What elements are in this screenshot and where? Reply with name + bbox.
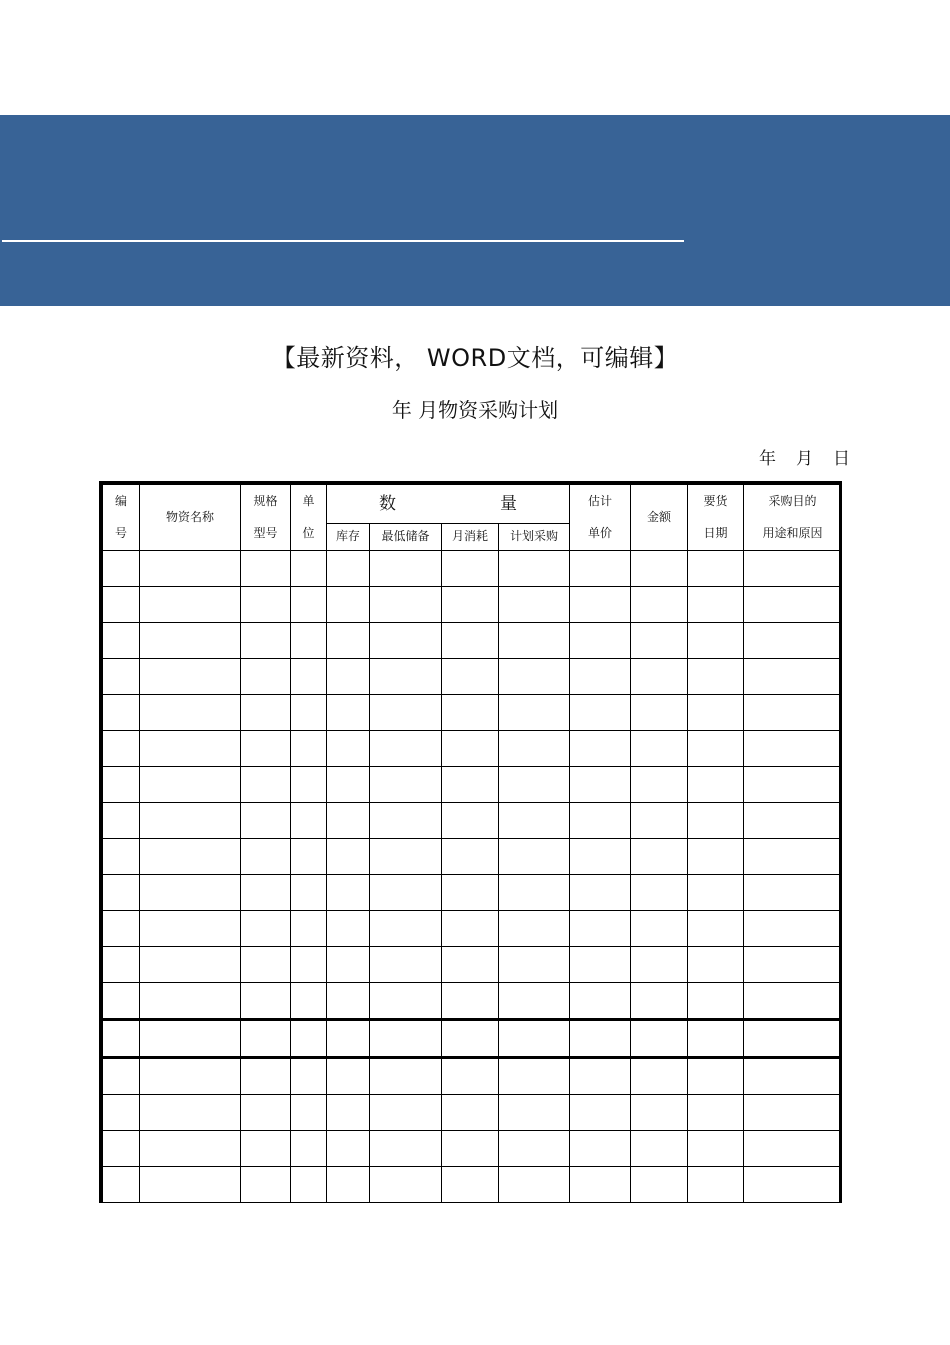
table-cell[interactable] xyxy=(688,839,744,875)
table-cell[interactable] xyxy=(140,947,241,983)
table-cell[interactable] xyxy=(370,1131,442,1167)
table-cell[interactable] xyxy=(241,551,291,587)
table-row xyxy=(103,1131,842,1167)
table-cell[interactable] xyxy=(327,587,370,623)
table-cell[interactable] xyxy=(688,1167,744,1203)
table-cell[interactable] xyxy=(744,731,842,767)
header-name: 物资名称 xyxy=(140,485,241,551)
table-row xyxy=(103,1058,842,1095)
table-row xyxy=(103,875,842,911)
table-cell[interactable] xyxy=(140,659,241,695)
table-cell[interactable] xyxy=(631,1167,688,1203)
table-cell[interactable] xyxy=(499,911,570,947)
table-cell[interactable] xyxy=(570,983,631,1020)
table-cell[interactable] xyxy=(327,803,370,839)
table-cell[interactable] xyxy=(103,1167,140,1203)
table-cell[interactable] xyxy=(570,1095,631,1131)
table-cell[interactable] xyxy=(570,911,631,947)
table-cell[interactable] xyxy=(241,587,291,623)
header-no xyxy=(103,485,140,551)
table-cell[interactable] xyxy=(499,875,570,911)
table-cell[interactable] xyxy=(103,767,140,803)
table-cell[interactable] xyxy=(140,1095,241,1131)
table-cell[interactable] xyxy=(631,1095,688,1131)
table-cell[interactable] xyxy=(442,839,499,875)
header-no-top: 编 xyxy=(114,493,127,508)
table-row xyxy=(103,1095,842,1131)
table-cell[interactable] xyxy=(140,551,241,587)
table-cell[interactable] xyxy=(499,1020,570,1058)
table-row xyxy=(103,911,842,947)
table-cell[interactable] xyxy=(103,803,140,839)
table-cell[interactable] xyxy=(744,947,842,983)
table-cell[interactable] xyxy=(442,1167,499,1203)
table-cell[interactable] xyxy=(570,731,631,767)
table-cell[interactable] xyxy=(103,983,140,1020)
table-cell[interactable] xyxy=(140,587,241,623)
table-cell[interactable] xyxy=(744,1020,842,1058)
table-cell[interactable] xyxy=(140,875,241,911)
table-row xyxy=(103,983,842,1020)
table-cell[interactable] xyxy=(241,623,291,659)
table-cell[interactable] xyxy=(570,695,631,731)
header-quantity xyxy=(327,485,570,524)
table-cell[interactable] xyxy=(688,875,744,911)
table-cell[interactable] xyxy=(370,1095,442,1131)
table-cell[interactable] xyxy=(140,623,241,659)
table-cell[interactable] xyxy=(241,983,291,1020)
table-cell[interactable] xyxy=(744,1095,842,1131)
header-spec-bottom: 型号 xyxy=(253,526,278,541)
table-cell[interactable] xyxy=(103,659,140,695)
table-cell[interactable] xyxy=(103,623,140,659)
table-cell[interactable] xyxy=(291,983,327,1020)
table-cell[interactable] xyxy=(688,1058,744,1095)
table-cell[interactable] xyxy=(744,839,842,875)
table-cell[interactable] xyxy=(103,911,140,947)
header-unit xyxy=(291,485,327,551)
table-cell[interactable] xyxy=(442,1020,499,1058)
table-body xyxy=(103,551,842,1203)
table-cell[interactable] xyxy=(688,1020,744,1058)
header-delivery-date xyxy=(688,485,744,551)
table-cell[interactable] xyxy=(570,875,631,911)
table-cell[interactable] xyxy=(103,1131,140,1167)
table-cell[interactable] xyxy=(103,875,140,911)
table-cell[interactable] xyxy=(744,1131,842,1167)
table-cell[interactable] xyxy=(241,875,291,911)
table-cell[interactable] xyxy=(327,551,370,587)
date-month: 月 xyxy=(796,449,813,469)
purchase-plan-table xyxy=(99,481,842,1203)
table-row xyxy=(103,1020,842,1058)
table-cell[interactable] xyxy=(570,659,631,695)
table-cell[interactable] xyxy=(370,875,442,911)
table-cell[interactable] xyxy=(370,803,442,839)
table-cell[interactable] xyxy=(442,803,499,839)
table-cell[interactable] xyxy=(499,587,570,623)
table-cell[interactable] xyxy=(241,839,291,875)
table-cell[interactable] xyxy=(140,767,241,803)
table-cell[interactable] xyxy=(327,1167,370,1203)
table-cell[interactable] xyxy=(241,803,291,839)
table-cell[interactable] xyxy=(688,1131,744,1167)
table-cell[interactable] xyxy=(744,1058,842,1095)
table-cell[interactable] xyxy=(744,551,842,587)
table-cell[interactable] xyxy=(442,767,499,803)
table-cell[interactable] xyxy=(327,731,370,767)
table-cell[interactable] xyxy=(327,947,370,983)
header-min-reserve: 最低储备 xyxy=(370,524,442,551)
table-cell[interactable] xyxy=(688,623,744,659)
header-price-top: 估计 xyxy=(587,493,612,508)
table-row xyxy=(103,1167,842,1203)
table-cell[interactable] xyxy=(370,839,442,875)
table-cell[interactable] xyxy=(140,1167,241,1203)
table-cell[interactable] xyxy=(631,695,688,731)
table-cell[interactable] xyxy=(688,695,744,731)
table-cell[interactable] xyxy=(241,1020,291,1058)
table-cell[interactable] xyxy=(442,695,499,731)
header-purpose-bottom: 用途和原因 xyxy=(762,526,823,541)
table-cell[interactable] xyxy=(241,947,291,983)
table-cell[interactable] xyxy=(370,1020,442,1058)
table-row xyxy=(103,659,842,695)
table-cell[interactable] xyxy=(442,551,499,587)
table-cell[interactable] xyxy=(442,587,499,623)
table-cell[interactable] xyxy=(370,983,442,1020)
table-cell[interactable] xyxy=(140,983,241,1020)
table-cell[interactable] xyxy=(631,983,688,1020)
table-cell[interactable] xyxy=(688,767,744,803)
table-cell[interactable] xyxy=(327,875,370,911)
table-cell[interactable] xyxy=(442,1131,499,1167)
table-cell[interactable] xyxy=(499,947,570,983)
table-cell[interactable] xyxy=(570,803,631,839)
table-cell[interactable] xyxy=(327,623,370,659)
table-cell[interactable] xyxy=(241,1131,291,1167)
cover-banner xyxy=(0,115,950,306)
table-cell[interactable] xyxy=(370,1058,442,1095)
header-planned-purchase: 计划采购 xyxy=(499,524,570,551)
table-cell[interactable] xyxy=(140,839,241,875)
table-cell[interactable] xyxy=(631,659,688,695)
table-cell[interactable] xyxy=(499,1167,570,1203)
table-cell[interactable] xyxy=(570,839,631,875)
header-quantity-left: 数 xyxy=(379,493,396,514)
table-cell[interactable] xyxy=(442,623,499,659)
table-cell[interactable] xyxy=(140,731,241,767)
table-cell[interactable] xyxy=(103,587,140,623)
table-cell[interactable] xyxy=(499,551,570,587)
table-cell[interactable] xyxy=(744,659,842,695)
header-stock: 库存 xyxy=(327,524,370,551)
table-cell[interactable] xyxy=(291,1020,327,1058)
table-cell[interactable] xyxy=(103,551,140,587)
date-day: 日 xyxy=(833,449,850,469)
table-cell[interactable] xyxy=(291,731,327,767)
header-no-bottom: 号 xyxy=(114,526,127,541)
table-cell[interactable] xyxy=(370,1167,442,1203)
table-row xyxy=(103,623,842,659)
table-cell[interactable] xyxy=(570,1020,631,1058)
header-date-bottom: 日期 xyxy=(703,526,728,541)
table-cell[interactable] xyxy=(442,983,499,1020)
table-cell[interactable] xyxy=(370,551,442,587)
table-cell[interactable] xyxy=(744,911,842,947)
table-cell[interactable] xyxy=(688,803,744,839)
table-cell[interactable] xyxy=(442,731,499,767)
table-cell[interactable] xyxy=(370,623,442,659)
table-cell[interactable] xyxy=(570,551,631,587)
table-cell[interactable] xyxy=(442,1095,499,1131)
table-cell[interactable] xyxy=(103,947,140,983)
table-cell[interactable] xyxy=(570,587,631,623)
table-cell[interactable] xyxy=(688,983,744,1020)
document-header: 【最新资料， WORD文档，可编辑】 xyxy=(271,344,679,372)
table-cell[interactable] xyxy=(499,803,570,839)
table-cell[interactable] xyxy=(499,839,570,875)
table-cell[interactable] xyxy=(688,587,744,623)
table-cell[interactable] xyxy=(631,767,688,803)
table-cell[interactable] xyxy=(631,551,688,587)
table-cell[interactable] xyxy=(570,1167,631,1203)
table-cell[interactable] xyxy=(327,911,370,947)
table-cell[interactable] xyxy=(140,1020,241,1058)
table-cell[interactable] xyxy=(442,659,499,695)
table-cell[interactable] xyxy=(499,1131,570,1167)
table-cell[interactable] xyxy=(631,911,688,947)
table-cell[interactable] xyxy=(327,695,370,731)
table-cell[interactable] xyxy=(291,803,327,839)
table-cell[interactable] xyxy=(140,803,241,839)
table-cell[interactable] xyxy=(241,767,291,803)
table-cell[interactable] xyxy=(291,911,327,947)
table-cell[interactable] xyxy=(688,1095,744,1131)
table-cell[interactable] xyxy=(291,767,327,803)
table-cell[interactable] xyxy=(631,947,688,983)
table-cell[interactable] xyxy=(442,911,499,947)
table-cell[interactable] xyxy=(103,695,140,731)
table-cell[interactable] xyxy=(327,1131,370,1167)
table-row xyxy=(103,803,842,839)
table-cell[interactable] xyxy=(744,587,842,623)
table-cell[interactable] xyxy=(570,1131,631,1167)
table-row xyxy=(103,731,842,767)
table-cell[interactable] xyxy=(631,875,688,911)
table-cell[interactable] xyxy=(241,1058,291,1095)
header-price xyxy=(570,485,631,551)
table-cell[interactable] xyxy=(291,1131,327,1167)
table-cell[interactable] xyxy=(631,839,688,875)
table-cell[interactable] xyxy=(241,911,291,947)
table-cell[interactable] xyxy=(327,983,370,1020)
table-cell[interactable] xyxy=(291,695,327,731)
table-cell[interactable] xyxy=(291,1058,327,1095)
table-cell[interactable] xyxy=(499,1058,570,1095)
table-cell[interactable] xyxy=(631,803,688,839)
table-cell[interactable] xyxy=(370,659,442,695)
table-cell[interactable] xyxy=(442,875,499,911)
table-cell[interactable] xyxy=(327,659,370,695)
document-title: 年 月物资采购计划 xyxy=(391,398,559,422)
table-cell[interactable] xyxy=(327,1095,370,1131)
table-cell[interactable] xyxy=(744,983,842,1020)
header-quantity-right: 量 xyxy=(500,493,517,514)
table-cell[interactable] xyxy=(327,1058,370,1095)
table-cell[interactable] xyxy=(744,623,842,659)
table-cell[interactable] xyxy=(631,731,688,767)
table-cell[interactable] xyxy=(631,1020,688,1058)
table-cell[interactable] xyxy=(499,983,570,1020)
table-cell[interactable] xyxy=(327,839,370,875)
table-cell[interactable] xyxy=(241,695,291,731)
header-monthly-use: 月消耗 xyxy=(442,524,499,551)
table-cell[interactable] xyxy=(241,659,291,695)
table-cell[interactable] xyxy=(103,1058,140,1095)
table-cell[interactable] xyxy=(291,1167,327,1203)
table-cell[interactable] xyxy=(291,587,327,623)
table-cell[interactable] xyxy=(570,947,631,983)
table-cell[interactable] xyxy=(291,875,327,911)
table-row xyxy=(103,767,842,803)
table-cell[interactable] xyxy=(103,839,140,875)
table-cell[interactable] xyxy=(370,947,442,983)
banner-divider xyxy=(2,240,684,242)
table-cell[interactable] xyxy=(570,623,631,659)
table-cell[interactable] xyxy=(499,623,570,659)
table-row xyxy=(103,839,842,875)
table-cell[interactable] xyxy=(103,1020,140,1058)
header-date-top: 要货 xyxy=(703,493,728,508)
table-cell[interactable] xyxy=(140,1058,241,1095)
table-cell[interactable] xyxy=(570,767,631,803)
table-cell[interactable] xyxy=(744,1167,842,1203)
header-purpose xyxy=(744,485,842,551)
table-cell[interactable] xyxy=(291,551,327,587)
table-row xyxy=(103,587,842,623)
header-unit-top: 单 xyxy=(302,493,315,508)
table-cell[interactable] xyxy=(291,623,327,659)
table-cell[interactable] xyxy=(327,1020,370,1058)
table-cell[interactable] xyxy=(688,731,744,767)
header-amount: 金额 xyxy=(631,485,688,551)
table-cell[interactable] xyxy=(291,1095,327,1131)
table-cell[interactable] xyxy=(103,1095,140,1131)
header-price-bottom: 单价 xyxy=(587,526,612,541)
table-cell[interactable] xyxy=(499,1095,570,1131)
table-cell[interactable] xyxy=(370,911,442,947)
header-spec xyxy=(241,485,291,551)
table-cell[interactable] xyxy=(688,659,744,695)
table-cell[interactable] xyxy=(291,947,327,983)
table-cell[interactable] xyxy=(103,731,140,767)
table-cell[interactable] xyxy=(570,1058,631,1095)
table-cell[interactable] xyxy=(291,659,327,695)
table-cell[interactable] xyxy=(499,659,570,695)
table-row xyxy=(103,947,842,983)
table-cell[interactable] xyxy=(370,731,442,767)
table-cell[interactable] xyxy=(140,911,241,947)
table-cell[interactable] xyxy=(499,695,570,731)
date-year: 年 xyxy=(759,449,776,469)
table-cell[interactable] xyxy=(442,1058,499,1095)
header-spec-top: 规格 xyxy=(253,493,278,508)
table-cell[interactable] xyxy=(370,695,442,731)
table-row xyxy=(103,551,842,587)
table-cell[interactable] xyxy=(140,1131,241,1167)
table-cell[interactable] xyxy=(631,1131,688,1167)
table-cell[interactable] xyxy=(688,551,744,587)
table-cell[interactable] xyxy=(370,767,442,803)
table-cell[interactable] xyxy=(688,947,744,983)
table-cell[interactable] xyxy=(688,911,744,947)
table-cell[interactable] xyxy=(744,875,842,911)
table-cell[interactable] xyxy=(241,1167,291,1203)
table-header-row xyxy=(103,485,842,524)
table-cell[interactable] xyxy=(744,695,842,731)
date-line xyxy=(759,444,850,469)
header-unit-bottom: 位 xyxy=(302,526,315,541)
table-cell[interactable] xyxy=(631,587,688,623)
table-cell[interactable] xyxy=(744,767,842,803)
table-cell[interactable] xyxy=(499,731,570,767)
table-cell[interactable] xyxy=(241,731,291,767)
table-cell[interactable] xyxy=(140,695,241,731)
table-cell[interactable] xyxy=(241,1095,291,1131)
table-row xyxy=(103,695,842,731)
table-cell[interactable] xyxy=(499,767,570,803)
table-cell[interactable] xyxy=(327,767,370,803)
table-cell[interactable] xyxy=(631,1058,688,1095)
table-cell[interactable] xyxy=(370,587,442,623)
table-cell[interactable] xyxy=(744,803,842,839)
header-purpose-top: 采购目的 xyxy=(768,493,817,508)
table-cell[interactable] xyxy=(631,623,688,659)
table-cell[interactable] xyxy=(291,839,327,875)
table-cell[interactable] xyxy=(442,947,499,983)
